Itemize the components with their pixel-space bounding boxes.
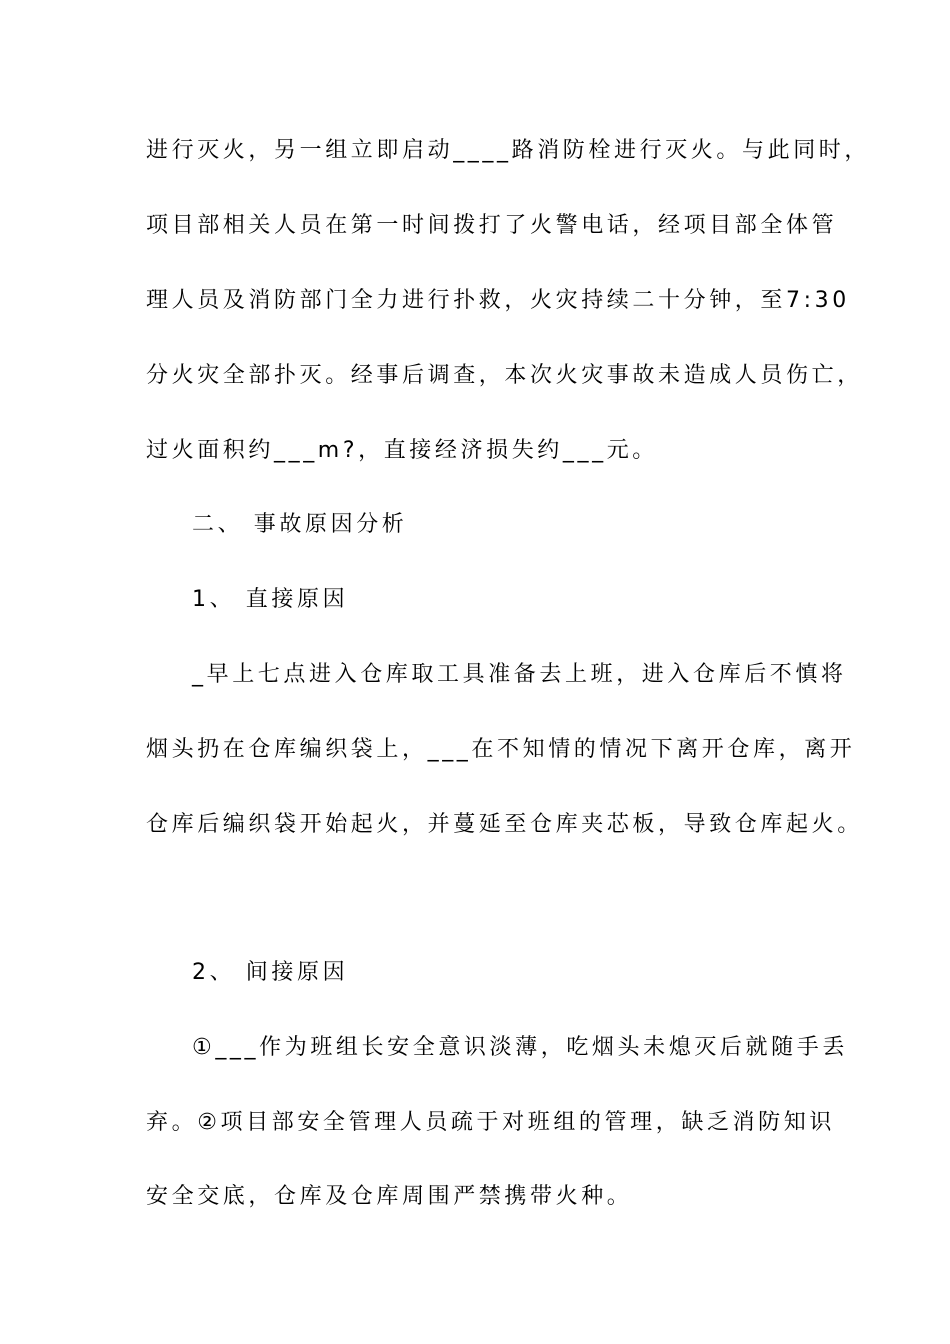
paragraph-1-line-3: 理人员及消防部门全力进行扑救，火灾持续二十分钟，至7:30 [146, 288, 850, 313]
paragraph-3-line-3: 安全交底，仓库及仓库周围严禁携带火种。 [146, 1184, 633, 1209]
paragraph-1-line-4: 分火灾全部扑灭。经事后调查，本次火灾事故未造成人员伤亡， [146, 363, 863, 388]
paragraph-3-line-2: 弃。②项目部安全管理人员疏于对班组的管理，缺乏消防知识 [146, 1110, 835, 1135]
paragraph-3-line-1: ①___作为班组长安全意识淡薄，吃烟头未熄灭后就随手丢 [192, 1035, 848, 1060]
subsection-heading-direct-cause: 1、 直接原因 [192, 587, 349, 612]
paragraph-2-line-2: 烟头扔在仓库编织袋上，___在不知情的情况下离开仓库，离开 [146, 737, 856, 762]
section-heading-accident-cause-analysis: 二、 事故原因分析 [192, 512, 408, 537]
paragraph-1-line-1: 进行灭火，另一组立即启动____路消防栓进行灭火。与此同时， [146, 138, 871, 163]
subsection-heading-indirect-cause: 2、 间接原因 [192, 960, 349, 985]
paragraph-2-line-3: 仓库后编织袋开始起火，并蔓延至仓库夹芯板，导致仓库起火。 [146, 812, 863, 837]
paragraph-1-line-5: 过火面积约___m?，直接经济损失约___元。 [146, 438, 658, 463]
paragraph-2-line-1: _早上七点进入仓库取工具准备去上班，进入仓库后不慎将 [192, 662, 847, 687]
paragraph-1-line-2: 项目部相关人员在第一时间拨打了火警电话，经项目部全体管 [146, 213, 838, 238]
